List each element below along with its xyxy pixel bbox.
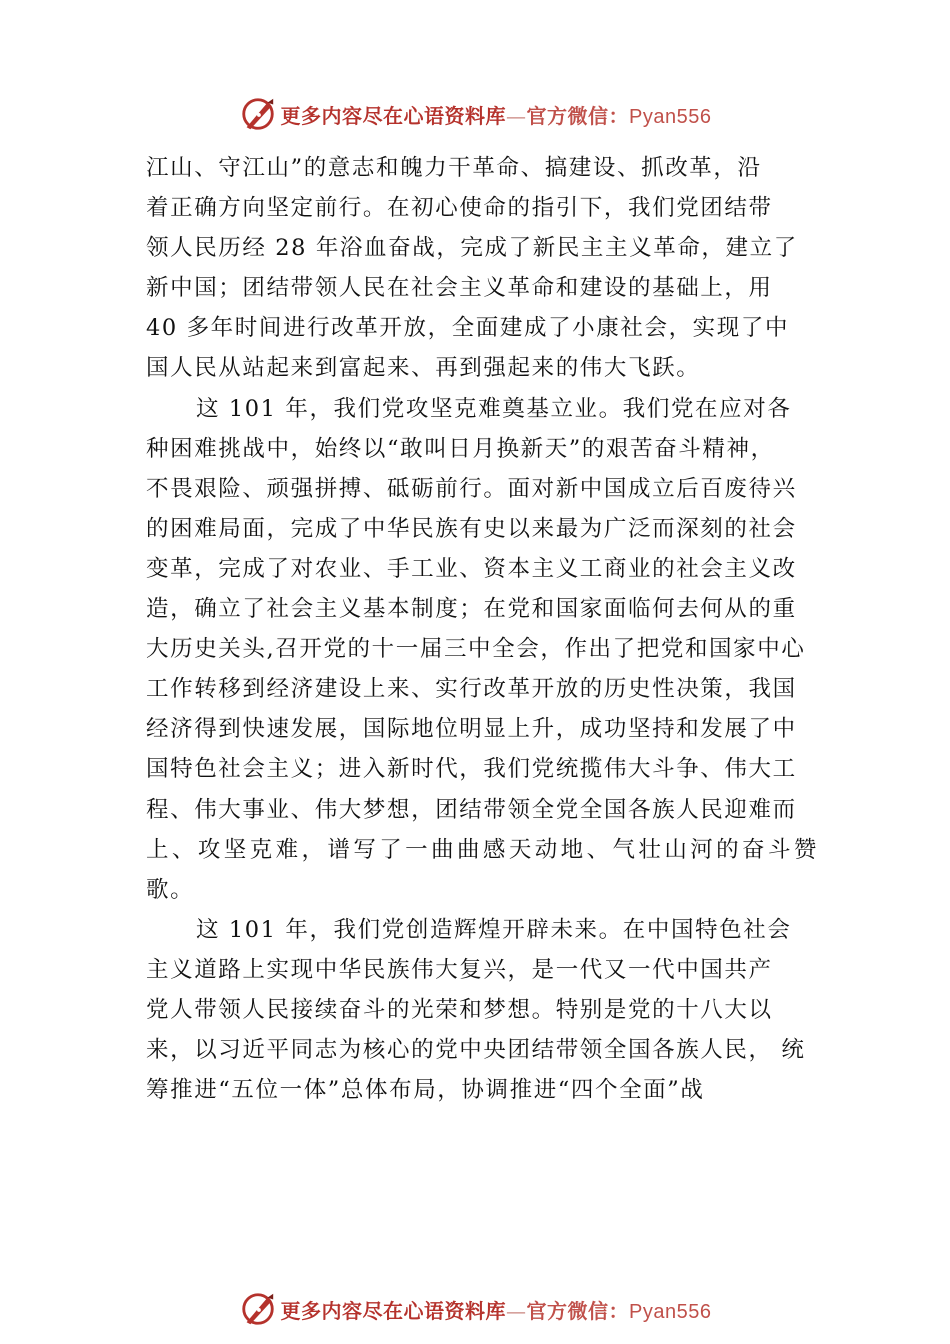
paragraph-3: 这 101 年，我们党创造辉煌开辟未来。在中国特色社会 主义道路上实现中华民族伟大复兴，是一代又一代中国共产 党人带领人民接续奋斗的光荣和梦想。特别是党的十八大以 来，以习近平同志为核心的党中央团结带领全国各族人民， 统 筹推进“五位一体”总体布局，协调推进“四个全面”战 [146,916,806,1104]
footer-watermark-banner [0,1289,950,1329]
paragraph-2: 这 101 年，我们党攻坚克难奠基立业。我们党在应对各 种困难挑战中，始终以“敢叫日月换新天”的艰苦奋斗精神， 不畏艰险、顽强拼搏、砥砺前行。面对新中国成立后百废待兴 的困难局面，完成了中华民族有史以来最为广泛而深刻的社会 变革，完成了对农业、手工业、资本主义工商业的社会主义改 造，确立了社会主义基本制度；在党和国家面临何去何从的重 大历史关头,召开党的十一届三中全会，作出了把党和国家中心 工作转移到经济建设上来、实行改革开放的历史性决策，我国 经济得到快速发展，国际地位明显上升，成功坚持和发展了中 国特色社会主义；进入新时代，我们党统揽伟大斗争、伟大工 程、伟大事业、伟大梦想，团结带领全党全国各族人民迎难而 上、攻坚克难，谱写了一曲曲感天动地、气壮山河的奋斗赞歌。 [146,395,818,903]
banner-text: 更多内容尽在心语资料库—官方微信：Pyan556 [280,1298,712,1323]
pen-nib-logo-icon [239,95,277,133]
pen-nib-logo-icon [239,1290,277,1328]
banner-text: 更多内容尽在心语资料库—官方微信：Pyan556 [280,103,712,128]
document-body [146,148,818,1110]
paragraph-1: 江山、守江山”的意志和魄力干革命、搞建设、抓改革，沿 着正确方向坚定前行。在初心使命的指引下，我们党团结带 领人民历经 28 年浴血奋战，完成了新民主主义革命，建立了 新中国；团结带领人民在社会主义革命和建设的基础上，用 40 多年时间进行改革开放，全面建成了小康社会，实现了中 国人民从站起来到富起来、再到强起来的伟大飞跃。 [146,155,798,382]
header-watermark-banner [0,94,950,134]
